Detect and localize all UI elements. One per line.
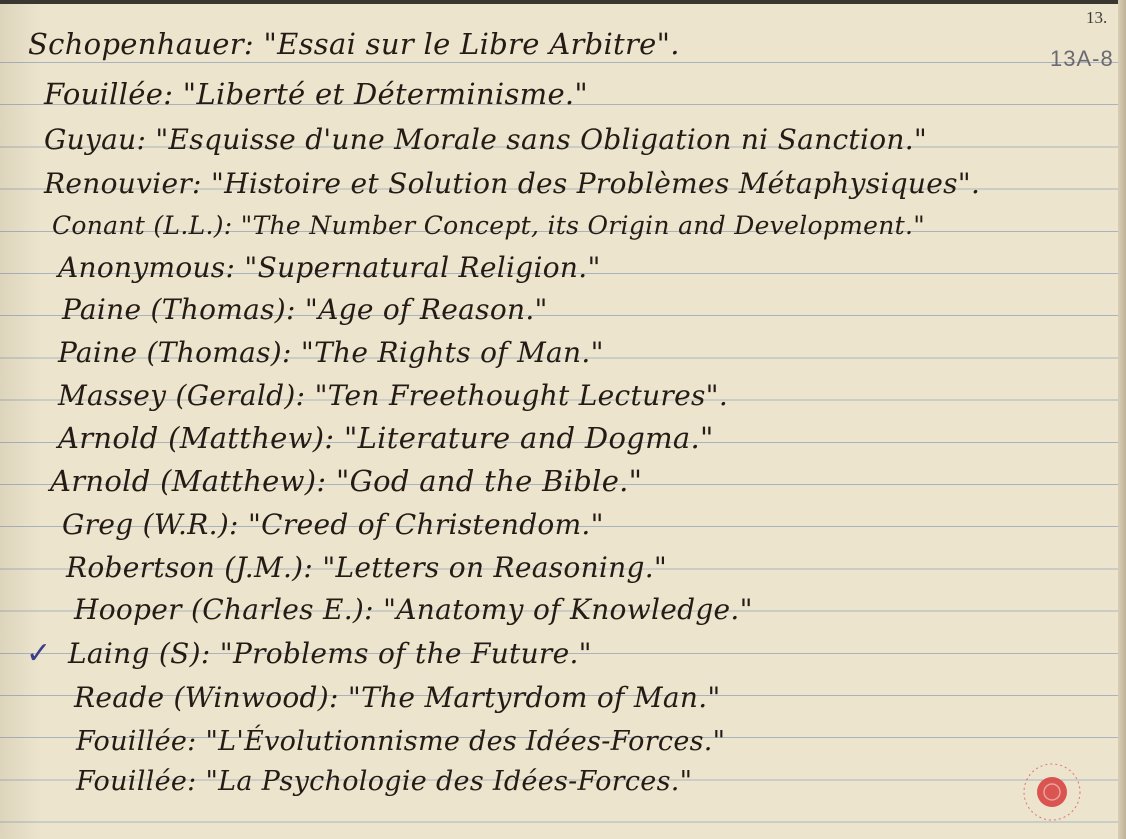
- reference-mark: 13A-8: [1050, 46, 1114, 71]
- library-stamp-icon: [1012, 752, 1092, 832]
- list-item: Hooper (Charles E.): "Anatomy of Knowledge.": [74, 593, 753, 626]
- list-item: Laing (S): "Problems of the Future.": [68, 637, 592, 670]
- list-item: Guyau: "Esquisse d'une Morale sans Obligation ni Sanction.": [44, 123, 928, 156]
- list-item: Reade (Winwood): "The Martyrdom of Man.": [74, 681, 721, 714]
- list-item: Robertson (J.M.): "Letters on Reasoning.": [66, 551, 668, 584]
- list-item: Paine (Thomas): "The Rights of Man.": [58, 336, 604, 369]
- page-number: 13.: [1086, 8, 1108, 27]
- list-item: Conant (L.L.): "The Number Concept, its Origin and Development.": [52, 211, 926, 240]
- list-item: Massey (Gerald): "Ten Freethought Lectures".: [58, 379, 729, 412]
- card-right-edge: [1118, 0, 1126, 839]
- list-item: Anonymous: "Supernatural Religion.": [58, 251, 601, 284]
- list-item: Arnold (Matthew): "Literature and Dogma.": [58, 421, 714, 455]
- list-item: Fouillée: "Liberté et Déterminisme.": [44, 77, 589, 111]
- list-item: Renouvier: "Histoire et Solution des Problèmes Métaphysiques".: [44, 167, 981, 200]
- list-item: Arnold (Matthew): "God and the Bible.": [50, 464, 643, 498]
- list-item: Paine (Thomas): "Age of Reason.": [62, 293, 548, 326]
- list-item: Fouillée: "L'Évolutionnisme des Idées-Forces.": [76, 726, 726, 757]
- card-top-edge: [0, 0, 1126, 4]
- list-item: Schopenhauer: "Essai sur le Libre Arbitre".: [28, 27, 680, 61]
- list-item: Fouillée: "La Psychologie des Idées-Forces.": [76, 766, 693, 797]
- list-item: Greg (W.R.): "Creed of Christendom.": [62, 508, 604, 541]
- check-mark-icon: ✓: [26, 636, 52, 671]
